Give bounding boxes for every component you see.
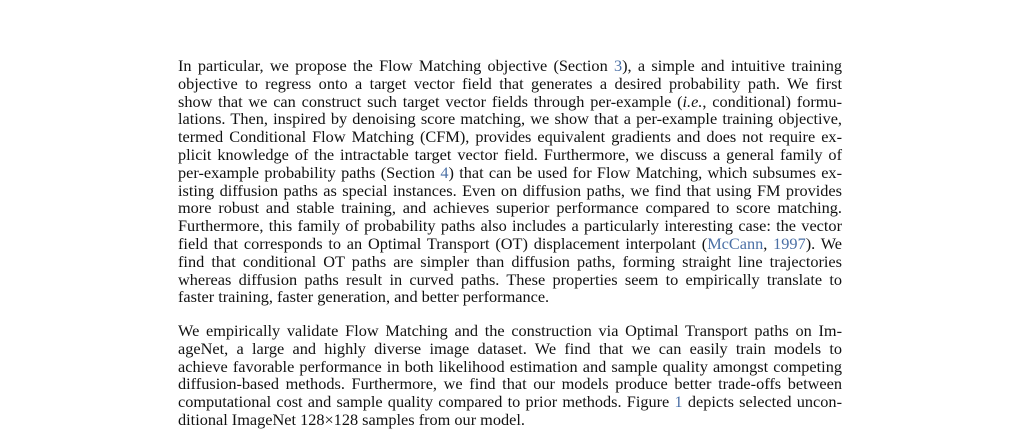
text-line xyxy=(178,182,842,200)
text-line xyxy=(178,217,842,235)
text-run: diffusion-based methods. Furthermore, we find that our models produce better trade-offs between xyxy=(178,374,842,394)
text-line xyxy=(178,164,842,182)
text-line xyxy=(178,199,842,217)
text-line xyxy=(178,322,842,340)
text-run: find that conditional OT paths are simpler than diffusion paths, forming straight line trajectories xyxy=(178,251,842,271)
text-run: , xyxy=(763,233,774,253)
text-run: ) that can be used for Flow Matching, which subsumes ex- xyxy=(448,162,842,182)
text-run: more robust and stable training, and achieves superior performance compared to score matching. xyxy=(178,198,842,218)
text-run: objective to regress onto a target vector field that generates a desired probability path. We first xyxy=(178,73,842,93)
text-run: whereas diffusion paths result in curved paths. These properties seem to empirically translate to xyxy=(178,269,842,289)
text-line xyxy=(178,375,842,393)
text-line xyxy=(178,235,842,253)
text-line xyxy=(178,128,842,146)
text-run: In particular, we propose the Flow Matching objective (Section xyxy=(178,56,614,75)
text-line xyxy=(178,393,842,411)
text-run: show that we can construct such target vector fields through per-example ( xyxy=(178,91,683,111)
text-run: ageNet, a large and highly diverse image dataset. We find that we can easily train models to xyxy=(178,338,842,358)
text-run: per-example probability paths (Section xyxy=(178,162,441,182)
text-run: isting diffusion paths as special instances. Even on diffusion paths, we find that using FM provides xyxy=(178,180,842,200)
text-run: depicts selected uncon- xyxy=(682,392,842,412)
text-run: ditional ImageNet 128×128 samples from our model. xyxy=(178,409,525,429)
text-run: termed Conditional Flow Matching (CFM), provides equivalent gradients and does not require ex- xyxy=(178,127,842,147)
text-run: Furthermore, this family of probability paths also includes a particularly interesting case: the vector xyxy=(178,216,842,236)
text-line xyxy=(178,271,842,289)
text-line xyxy=(178,288,842,306)
text-run: achieve favorable performance in both likelihood estimation and sample quality amongst competing xyxy=(178,356,842,376)
text-run: We empirically validate Flow Matching and the construction via Optimal Transport paths on Im- xyxy=(178,321,842,340)
text-line xyxy=(178,57,842,75)
text-run: ), a simple and intuitive training xyxy=(622,56,842,75)
citation-link[interactable]: 1997 xyxy=(773,233,806,253)
italic-text: i.e. xyxy=(682,91,703,111)
text-line xyxy=(178,110,842,128)
text-run: ). We xyxy=(805,233,842,253)
paragraph-empirical-validation xyxy=(178,322,842,429)
text-run: field that corresponds to an Optimal Transport (OT) displacement interpolant ( xyxy=(178,233,708,253)
text-run: , conditional) formu- xyxy=(702,91,842,111)
text-line xyxy=(178,411,842,429)
text-line xyxy=(178,340,842,358)
citation-link[interactable]: 3 xyxy=(613,56,623,75)
citation-link[interactable]: McCann xyxy=(707,233,764,253)
text-run: lations. Then, inspired by denoising score matching, we show that a per-example training objective, xyxy=(178,109,842,129)
text-line xyxy=(178,253,842,271)
text-line xyxy=(178,358,842,376)
text-line xyxy=(178,93,842,111)
text-run: computational cost and sample quality compared to prior methods. Figure xyxy=(178,392,675,412)
text-line xyxy=(178,75,842,93)
citation-link[interactable]: 1 xyxy=(674,392,683,412)
text-line xyxy=(178,146,842,164)
text-run: faster training, faster generation, and better performance. xyxy=(178,287,550,307)
text-run: plicit knowledge of the intractable target vector field. Furthermore, we discuss a general family of xyxy=(178,144,842,164)
paragraph-flow-matching-objective xyxy=(178,57,842,306)
citation-link[interactable]: 4 xyxy=(440,162,449,182)
